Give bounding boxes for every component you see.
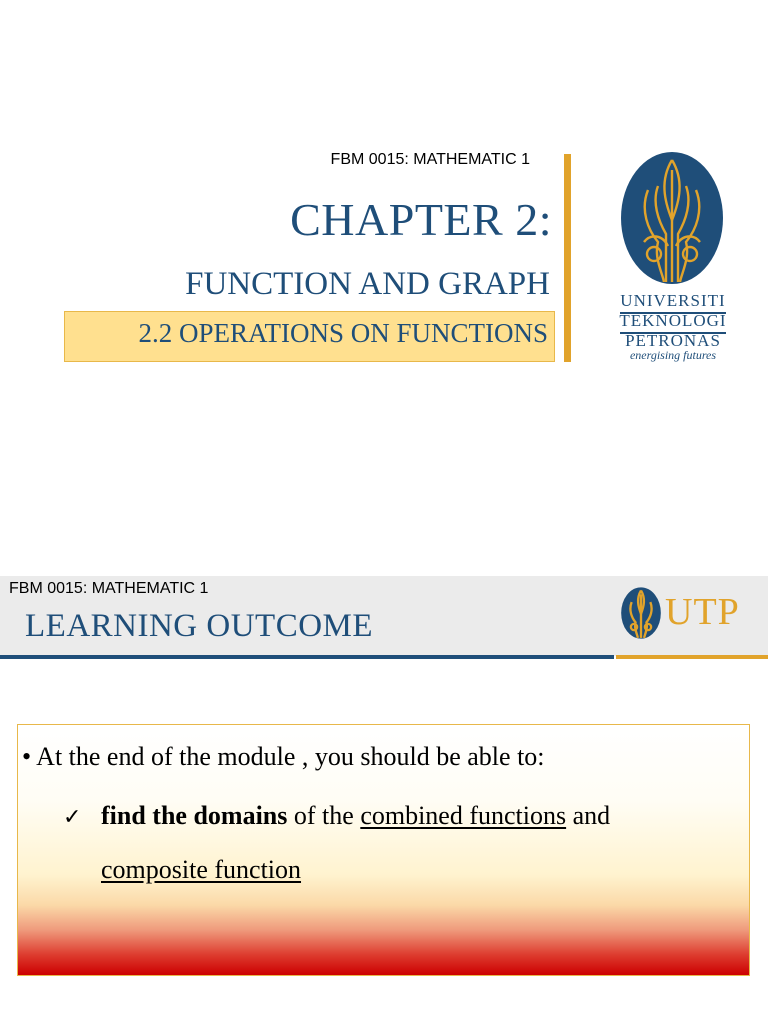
outcome-bold: find the domains [101,801,288,830]
header-rule-blue [0,655,614,659]
chapter-title: CHAPTER 2: [290,194,552,245]
outcome-item [63,801,610,831]
chapter-subtitle: FUNCTION AND GRAPH [185,266,550,302]
slide-title: LEARNING OUTCOME [25,608,374,644]
utp-crest-icon [620,585,662,641]
combined-functions-term: combined functions [360,801,567,830]
gold-divider-bar [564,154,571,362]
section-title: 2.2 OPERATIONS ON FUNCTIONS [138,318,548,348]
course-code: FBM 0015: MATHEMATIC 1 [9,580,209,597]
logo-university: UNIVERSITI [620,291,726,310]
outcome-text: of the [287,801,361,830]
intro-bullet: • At the end of the module , you should be able to: [22,742,545,771]
outcome-item-continued [101,855,301,885]
utp-logo-text: UTP [665,591,740,633]
logo-teknologi: TEKNOLOGI [619,311,727,330]
header-rule-gold [616,655,768,659]
composite-function-term: composite function [101,855,302,884]
checkmark-icon: ✓ [63,805,82,830]
utp-crest-icon [618,150,726,286]
logo-tagline: energising futures [629,348,717,362]
course-code: FBM 0015: MATHEMATIC 1 [330,151,530,168]
learning-outcome-slide [0,576,768,1024]
outcome-text: and [566,801,611,830]
logo-petronas: PETRONAS [625,331,721,350]
